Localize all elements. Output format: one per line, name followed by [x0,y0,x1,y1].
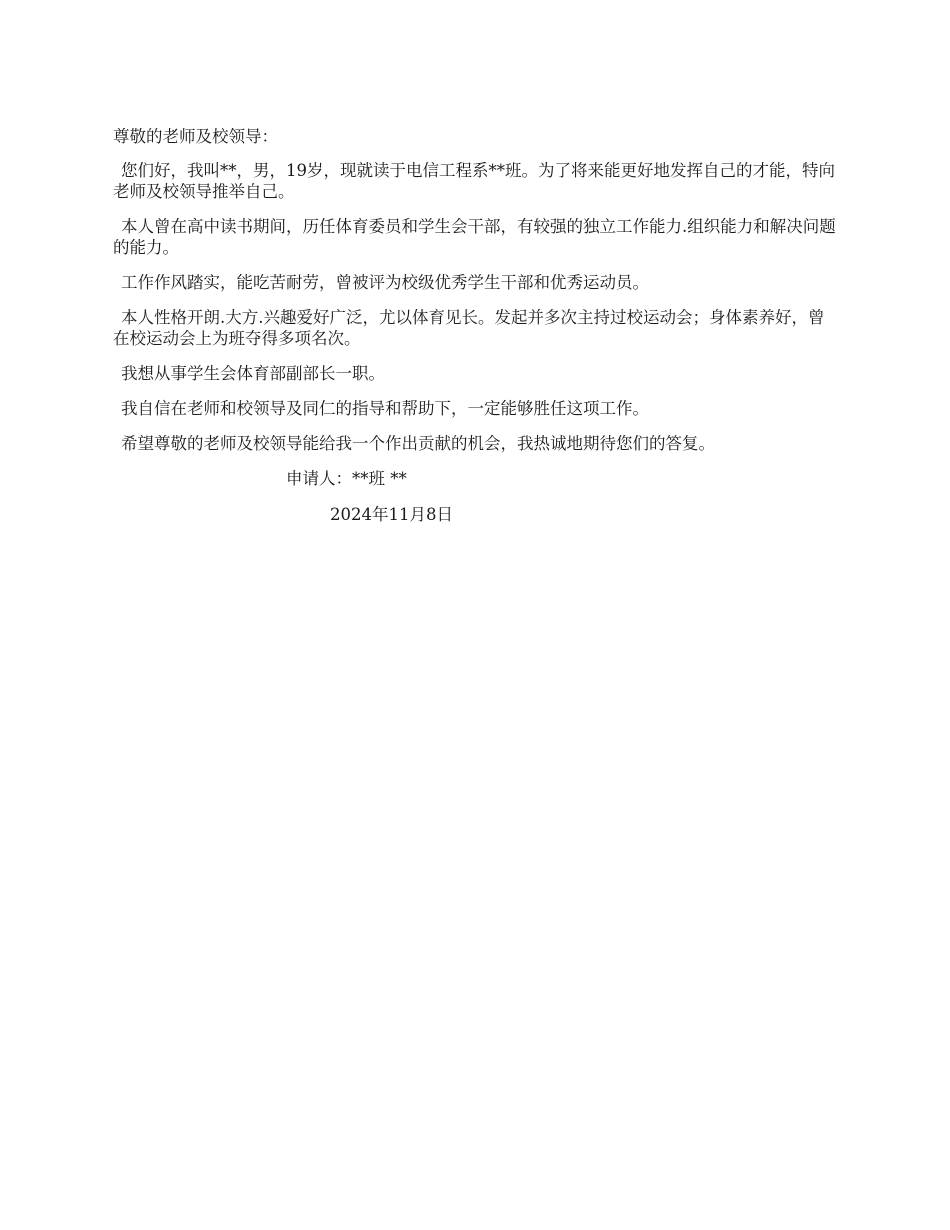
letter-signature: 申请人：**班 ** [286,469,407,488]
letter-paragraph-position: 我想从事学生会体育部副部长一职。 [121,364,385,383]
letter-paragraph-work-style: 工作作风踏实，能吃苦耐劳，曾被评为校级优秀学生干部和优秀运动员。 [121,273,649,292]
letter-date: 2024年11月8日 [330,505,453,524]
letter-paragraph-experience: 本人曾在高中读书期间，历任体育委员和学生会干部，有较强的独立工作能力.组织能力和解决问题的能力。 [113,217,836,257]
letter-paragraph-closing: 希望尊敬的老师及校领导能给我一个作出贡献的机会，我热诚地期待您们的答复。 [121,434,715,453]
letter-body [113,126,838,525]
letter-salutation: 尊敬的老师及校领导： [113,127,278,146]
letter-paragraph-confidence: 我自信在老师和校领导及同仁的指导和帮助下，一定能够胜任这项工作。 [121,399,649,418]
letter-paragraph-personality: 本人性格开朗.大方.兴趣爱好广泛，尤以体育见长。发起并多次主持过校运动会；身体素养好，曾在校运动会上为班夺得多项名次。 [113,308,825,348]
letter-paragraph-greeting: 您们好，我叫**，男，19岁，现就读于电信工程系**班。为了将来能更好地发挥自己的才能，特向老师及校领导推举自己。 [113,161,835,201]
